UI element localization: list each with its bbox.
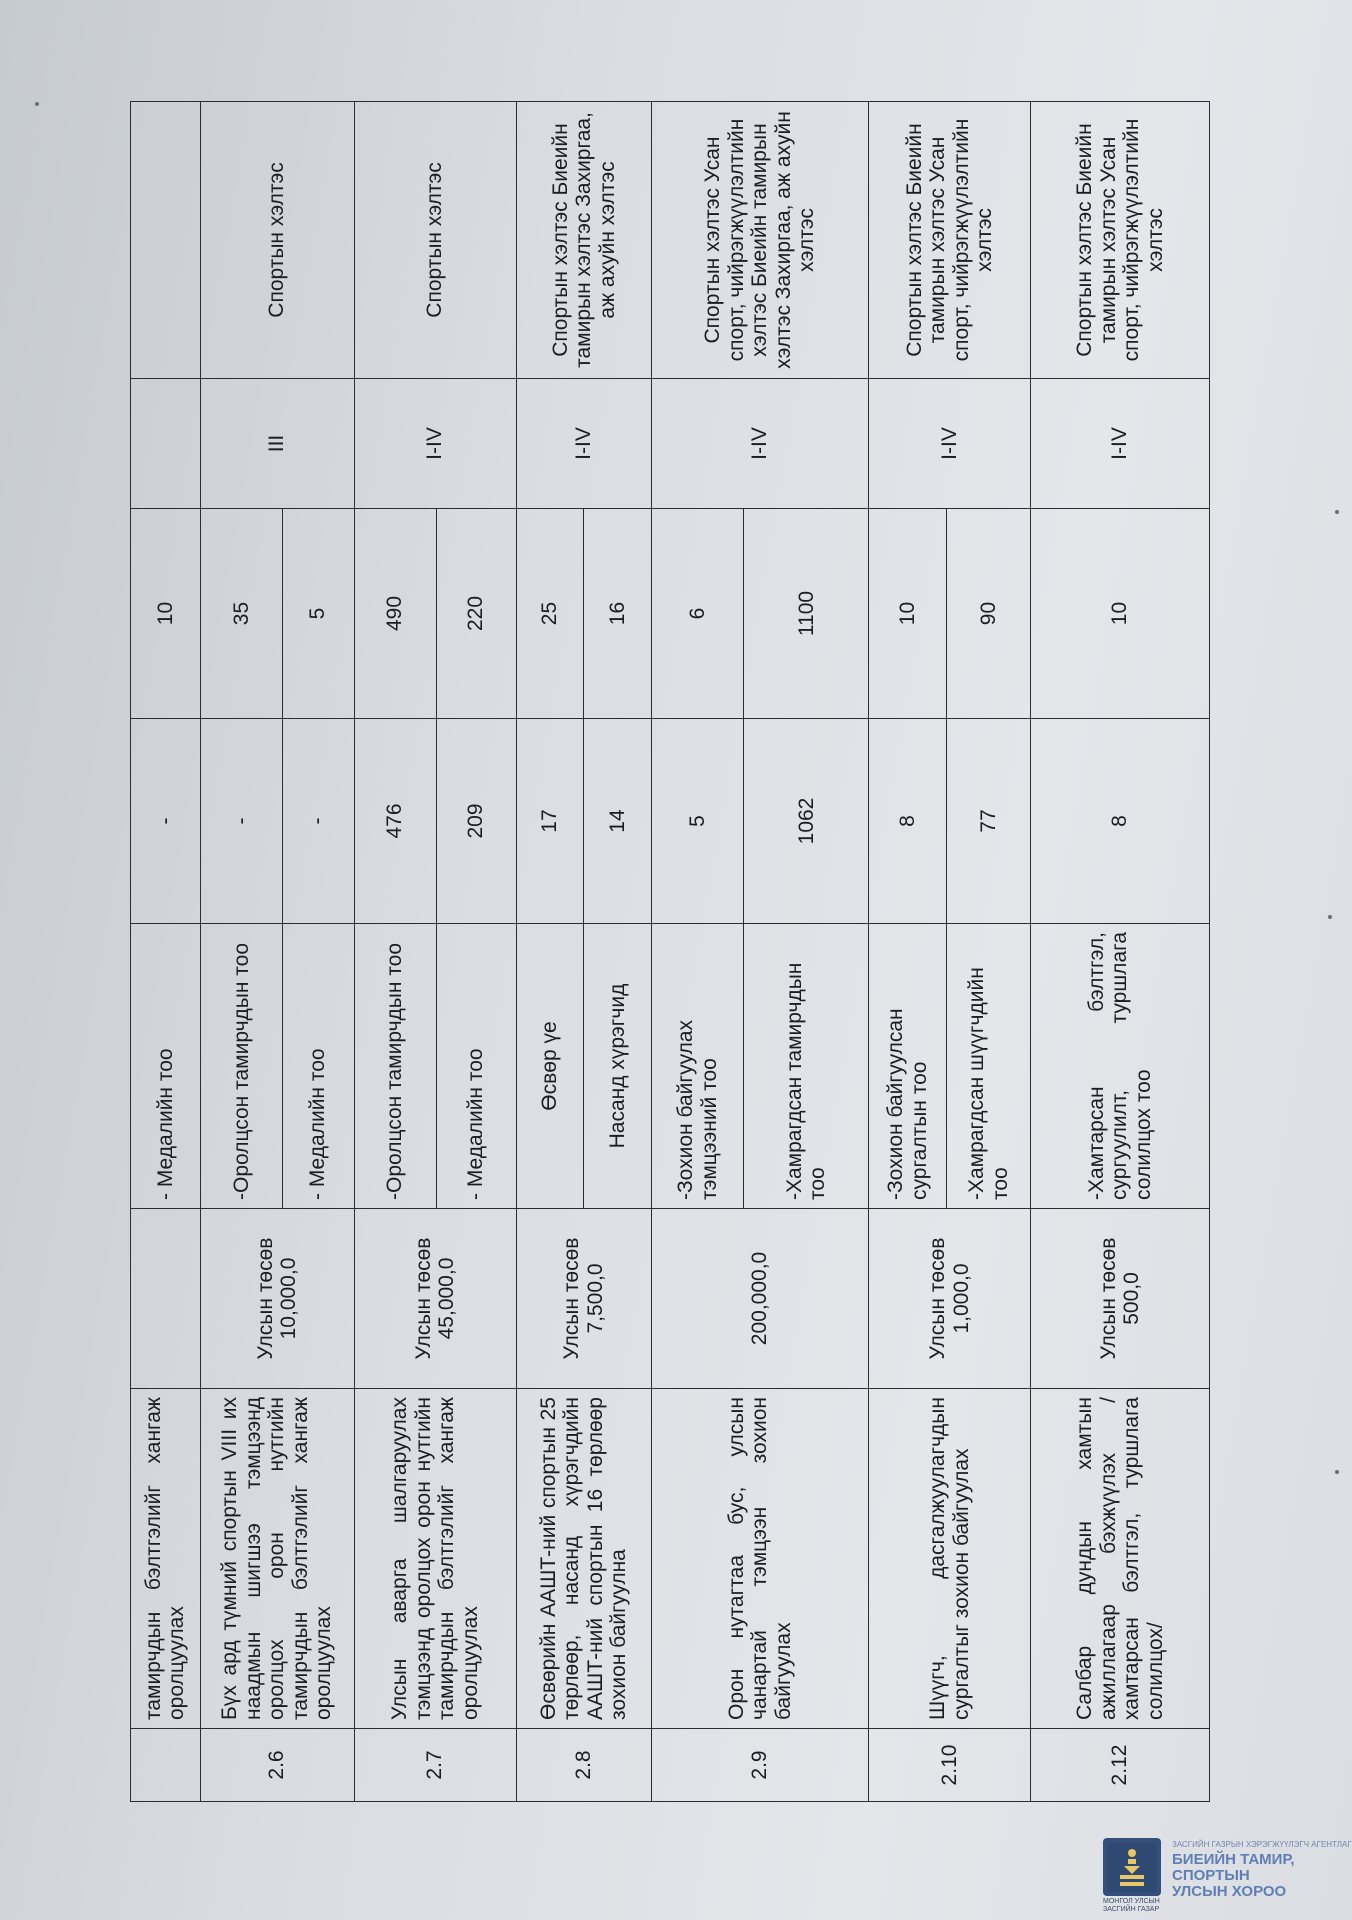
emblem-logo bbox=[1103, 1838, 1161, 1896]
cell-activity: Салбар дундын хамтын ажиллагаар бэхжүүлэх /хамтарсан бэлтгэл, туршлага солилцох/ bbox=[1031, 1389, 1210, 1729]
cell-quarter: I-IV bbox=[1031, 379, 1210, 509]
speck bbox=[1328, 915, 1332, 919]
cell-target: 10 bbox=[869, 509, 947, 719]
cell-responsible: Спортын хэлтэс Биеийн тамирын хэлтэс Усан спорт, чийрэгжүүлэлтийн хэлтэс bbox=[1031, 102, 1210, 379]
soyombo-icon bbox=[1103, 1838, 1161, 1896]
cell-activity: Бүх ард түмний спортын VIII их наадмын шигшээ тэмцээнд оролцох орон нутгийн тамирчдын бэлтгэлийг хангаж оролцуулах bbox=[200, 1389, 354, 1729]
cell-target: 25 bbox=[516, 509, 584, 719]
cell-baseline: 1062 bbox=[744, 719, 869, 924]
speck bbox=[35, 102, 39, 106]
cell-num: 2.6 bbox=[200, 1729, 354, 1802]
table-row bbox=[869, 102, 947, 1802]
cell-num bbox=[131, 1729, 201, 1802]
cell-activity: Улсын аварга шалгаруулах тэмцээнд оролцох орон нутгийн тамирчдын бэлтгэлийг хангаж оролцуулах bbox=[354, 1389, 516, 1729]
cell-indicator: Өсвөр үе bbox=[516, 924, 584, 1209]
table-row bbox=[200, 102, 282, 1802]
cell-baseline: - bbox=[282, 719, 354, 924]
cell-budget: Улсын төсөв 500,0 bbox=[1031, 1209, 1210, 1389]
cell-baseline: 209 bbox=[436, 719, 516, 924]
cell-baseline: 77 bbox=[947, 719, 1031, 924]
cell-target: 10 bbox=[1031, 509, 1210, 719]
cell-indicator: -Зохион байгуулах тэмцээний тоо bbox=[651, 924, 743, 1209]
cell-quarter: I-IV bbox=[869, 379, 1031, 509]
cell-target: 35 bbox=[200, 509, 282, 719]
cell-baseline: 8 bbox=[1031, 719, 1210, 924]
cell-target: 90 bbox=[947, 509, 1031, 719]
rotated-page bbox=[130, 102, 1210, 1802]
table-row bbox=[516, 102, 584, 1802]
cell-indicator: -Хамрагдсан шүүгчдийн тоо bbox=[947, 924, 1031, 1209]
cell-num: 2.8 bbox=[516, 1729, 651, 1802]
cell-baseline: 476 bbox=[354, 719, 436, 924]
cell-activity: Өсвөрийн ААШТ-ний спортын 25 төрлөөр, насанд хүрэгчдийн ААШТ-ний спортын 16 төрлөөр зохион байгуулна bbox=[516, 1389, 651, 1729]
cell-responsible: Спортын хэлтэс Биеийн тамирын хэлтэс Усан спорт, чийрэгжүүлэлтийн хэлтэс bbox=[869, 102, 1031, 379]
agency-name-line1: БИЕИЙН ТАМИР, СПОРТЫН bbox=[1172, 1851, 1295, 1884]
cell-target: 16 bbox=[584, 509, 652, 719]
logo-caption: МОНГОЛ УЛСЫН ЗАСГИЙН ГАЗАР bbox=[1103, 1898, 1160, 1913]
plan-table bbox=[130, 101, 1210, 1802]
cell-num: 2.7 bbox=[354, 1729, 516, 1802]
cell-indicator: - Медалийн тоо bbox=[436, 924, 516, 1209]
table-row bbox=[354, 102, 436, 1802]
cell-quarter: I-IV bbox=[354, 379, 516, 509]
cell-baseline: 14 bbox=[584, 719, 652, 924]
agency-name-line2: УЛСЫН ХОРОО bbox=[1172, 1882, 1287, 1900]
cell-budget: Улсын төсөв 45,000,0 bbox=[354, 1209, 516, 1389]
cell-responsible: Спортын хэлтэс Усан спорт, чийрэгжүүлэлтийн хэлтэс Биеийн тамирын хэлтэс Захиргаа, аж ахуйн хэлтэс bbox=[651, 102, 868, 379]
cell-target: 10 bbox=[131, 509, 201, 719]
cell-quarter bbox=[131, 379, 201, 509]
cell-responsible: Спортын хэлтэс bbox=[200, 102, 354, 379]
cell-budget: Улсын төсөв 10,000,0 bbox=[200, 1209, 354, 1389]
speck bbox=[1335, 1470, 1339, 1474]
agency-subtitle: ЗАСГИЙН ГАЗРЫН ХЭРЭГЖҮҮЛЭГЧ АГЕНТЛАГ bbox=[1172, 1840, 1352, 1849]
cell-target: 1100 bbox=[744, 509, 869, 719]
cell-indicator: -Зохион байгуулсан сургалтын тоо bbox=[869, 924, 947, 1209]
cell-budget: Улсын төсөв 1,000,0 bbox=[869, 1209, 1031, 1389]
cell-quarter: I-IV bbox=[651, 379, 868, 509]
cell-indicator: - Медалийн тоо bbox=[131, 924, 201, 1209]
cell-target: 5 bbox=[282, 509, 354, 719]
cell-baseline: 17 bbox=[516, 719, 584, 924]
cell-indicator: -Оролцсон тамирчдын тоо bbox=[354, 924, 436, 1209]
cell-activity: тамирчдын бэлтгэлийг хангаж оролцуулах bbox=[131, 1389, 201, 1729]
cell-baseline: - bbox=[131, 719, 201, 924]
cell-baseline: 5 bbox=[651, 719, 743, 924]
cell-budget bbox=[131, 1209, 201, 1389]
cell-responsible: Спортын хэлтэс bbox=[354, 102, 516, 379]
agency-name bbox=[1172, 1852, 1352, 1899]
cell-quarter: I-IV bbox=[516, 379, 651, 509]
cell-num: 2.10 bbox=[869, 1729, 1031, 1802]
cell-target: 490 bbox=[354, 509, 436, 719]
cell-indicator: -Хамрагдсан тамирчдын тоо bbox=[744, 924, 869, 1209]
cell-budget: Улсын төсөв 7,500,0 bbox=[516, 1209, 651, 1389]
table-row bbox=[131, 102, 201, 1802]
table-row bbox=[651, 102, 743, 1802]
table-row bbox=[1031, 102, 1210, 1802]
cell-indicator: Насанд хүрэгчид bbox=[584, 924, 652, 1209]
cell-indicator: -Оролцсон тамирчдын тоо bbox=[200, 924, 282, 1209]
speck bbox=[1335, 510, 1339, 514]
cell-target: 220 bbox=[436, 509, 516, 719]
cell-responsible bbox=[131, 102, 201, 379]
cell-activity: Шүүгч, дасгалжуулагчдын сургалтыг зохион байгуулах bbox=[869, 1389, 1031, 1729]
cell-quarter: III bbox=[200, 379, 354, 509]
cell-indicator: -Хамтарсан бэлтгэл, сургуулилт, туршлага солилцох тоо bbox=[1031, 924, 1210, 1209]
cell-target: 6 bbox=[651, 509, 743, 719]
cell-baseline: - bbox=[200, 719, 282, 924]
cell-baseline: 8 bbox=[869, 719, 947, 924]
cell-num: 2.9 bbox=[651, 1729, 868, 1802]
cell-num: 2.12 bbox=[1031, 1729, 1210, 1802]
cell-indicator: - Медалийн тоо bbox=[282, 924, 354, 1209]
cell-budget: 200,000,0 bbox=[651, 1209, 868, 1389]
cell-activity: Орон нутагтаа бус, улсын чанартай тэмцээн зохион байгуулах bbox=[651, 1389, 868, 1729]
cell-responsible: Спортын хэлтэс Биеийн тамирын хэлтэс Захиргаа, аж ахуйн хэлтэс bbox=[516, 102, 651, 379]
